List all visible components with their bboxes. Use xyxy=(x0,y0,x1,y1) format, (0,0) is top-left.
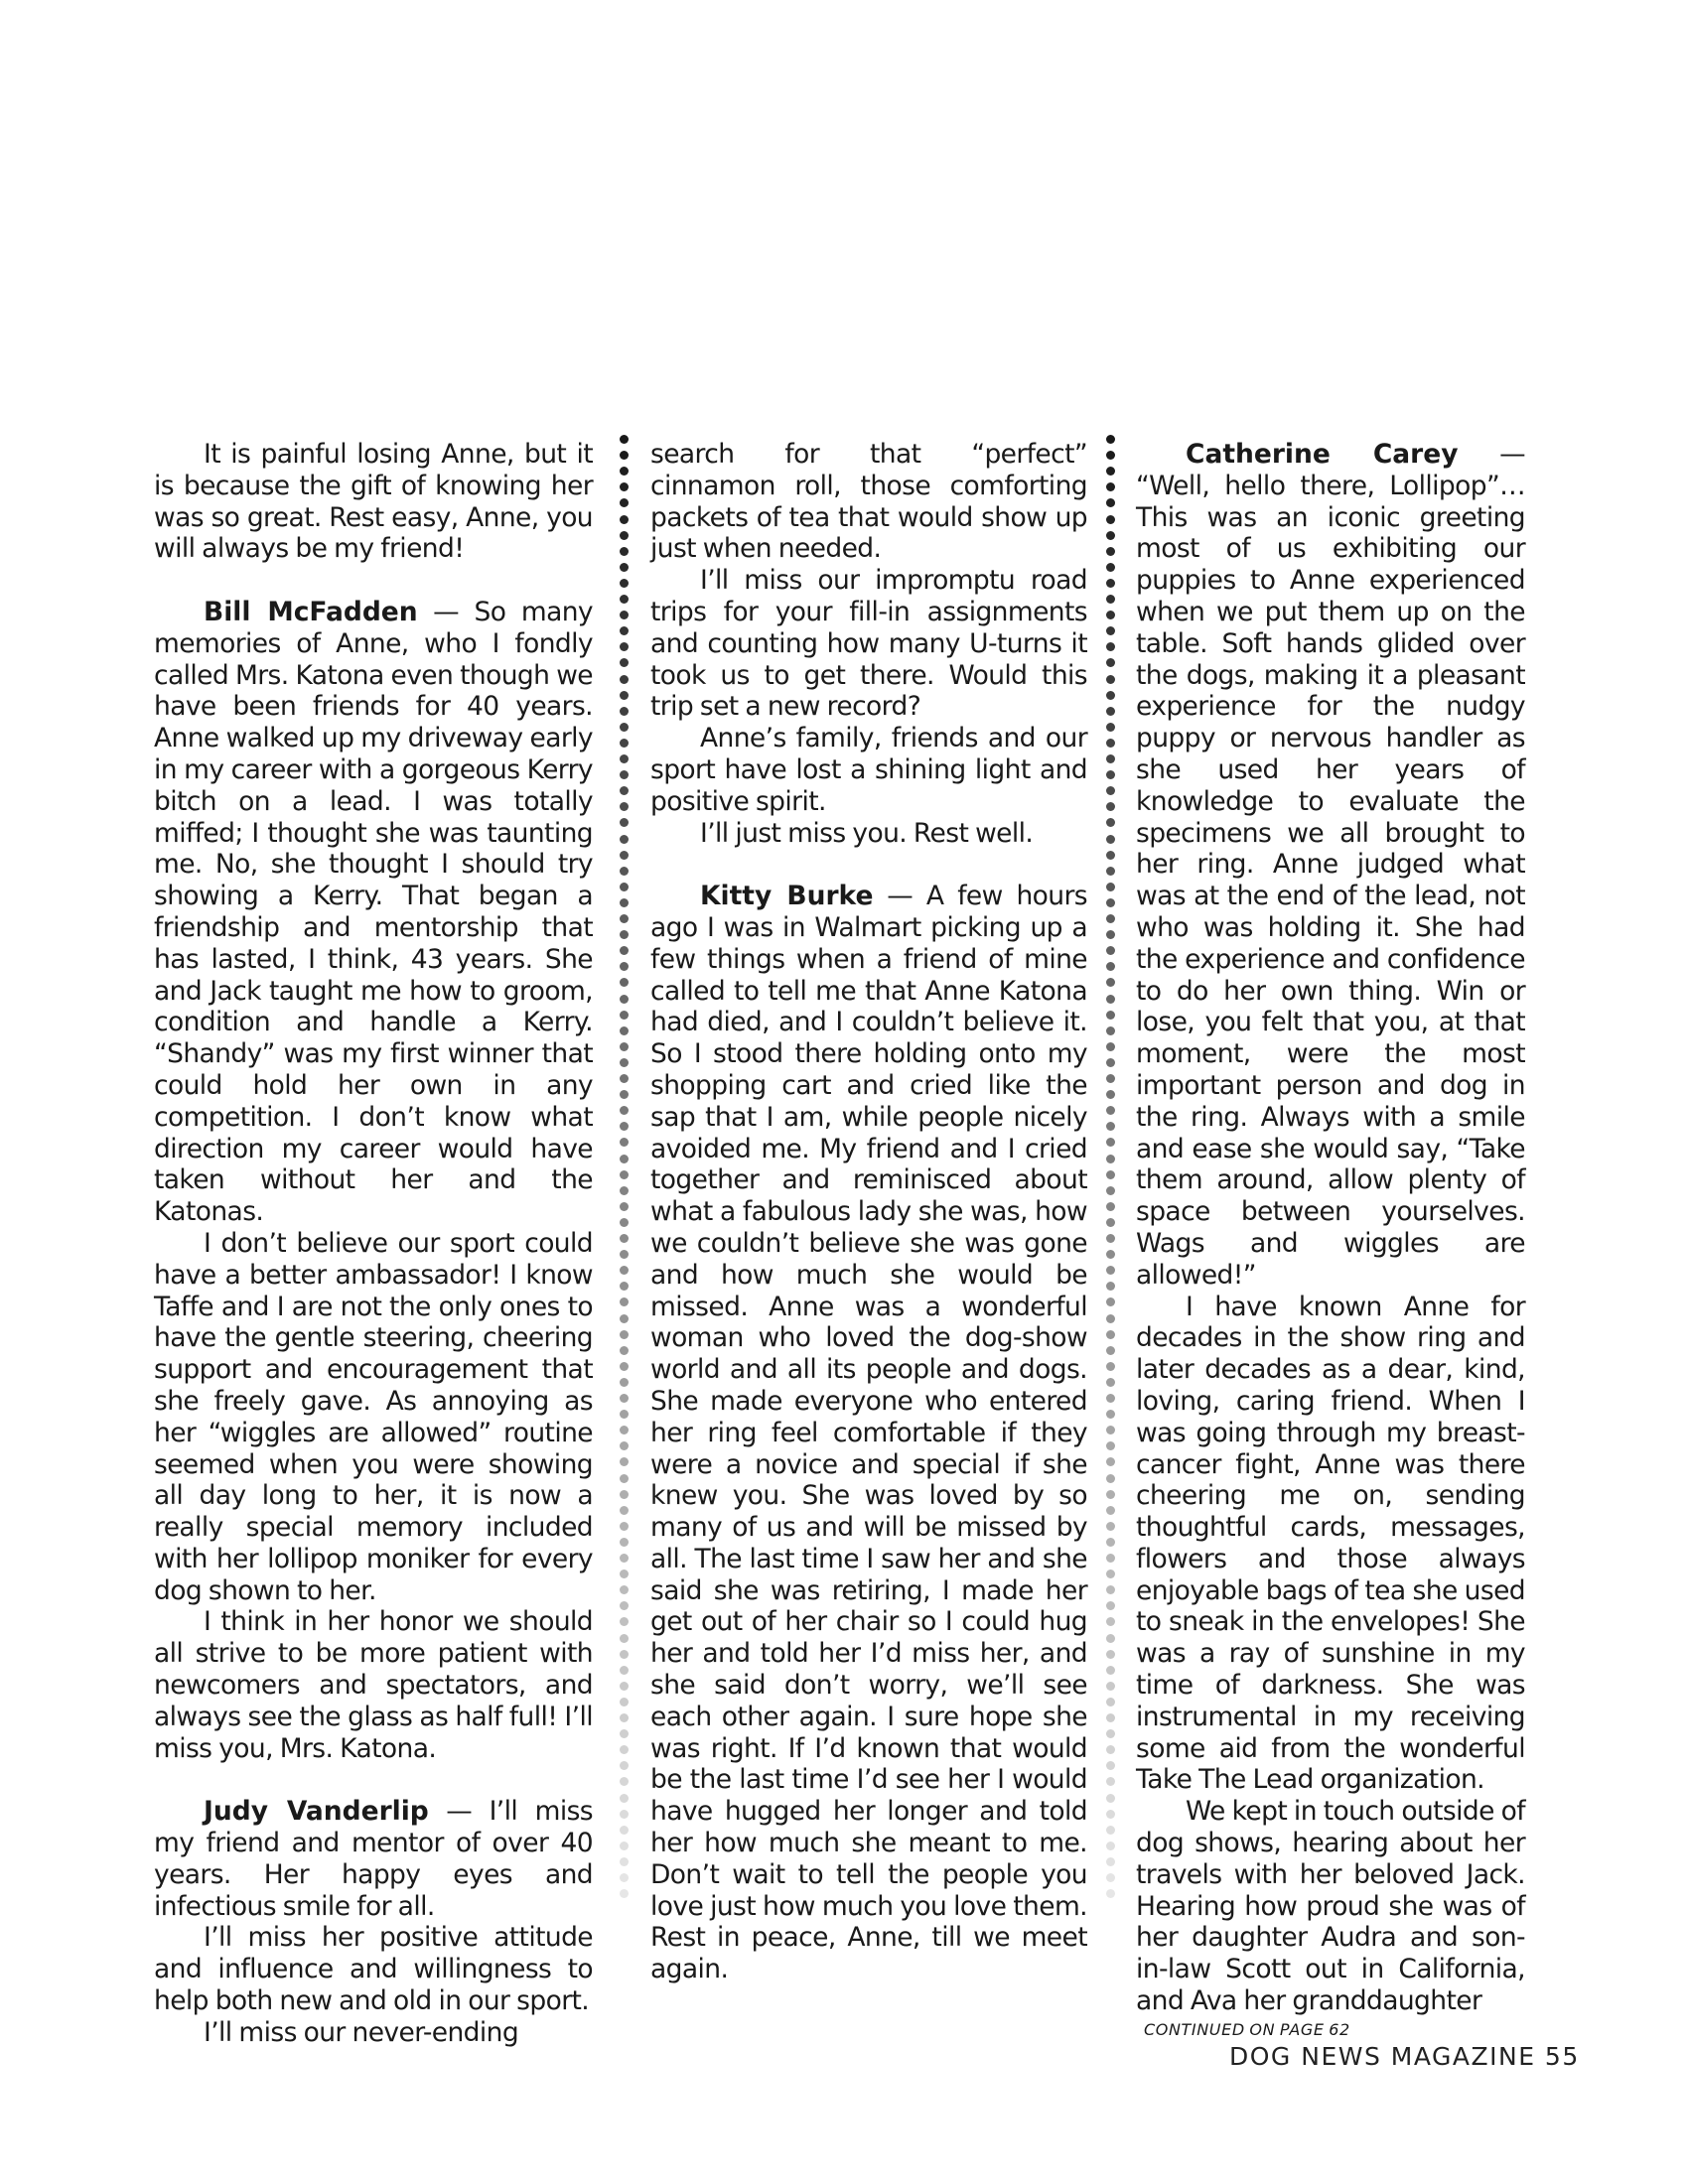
divider-dot xyxy=(1106,1250,1115,1259)
article-column-1 xyxy=(154,439,593,2049)
divider-dot xyxy=(1106,1138,1115,1147)
divider-dot xyxy=(620,883,629,891)
divider-dot xyxy=(1106,723,1115,732)
divider-dot xyxy=(620,1554,629,1563)
divider-dot xyxy=(620,1474,629,1483)
divider-dot xyxy=(1106,579,1115,588)
divider-dot xyxy=(1106,1026,1115,1035)
divider-dot xyxy=(620,802,629,811)
divider-dot xyxy=(1106,1457,1115,1466)
divider-dot xyxy=(620,467,629,476)
divider-dot xyxy=(1106,1234,1115,1243)
paragraph: I think in her honor we should all strive to be more patient with newcomers and spectators, and always see the glass as half full! I’ll miss you, Mrs. Katona. xyxy=(154,1606,593,1764)
divider-dot xyxy=(620,658,629,667)
divider-dot xyxy=(1106,1826,1115,1835)
divider-dot xyxy=(620,1138,629,1147)
divider-dot xyxy=(620,1506,629,1515)
divider-dot xyxy=(1106,1794,1115,1803)
paragraph: We kept in touch outside of dog shows, hearing about her travels with her beloved Jack. Hearing how proud she was of her daughter Audra and son-in-law Scott out in California, and Ava her granddaughter xyxy=(1136,1796,1525,2017)
divider-dot xyxy=(1106,1266,1115,1275)
divider-dot xyxy=(1106,930,1115,939)
divider-dot xyxy=(620,1074,629,1083)
divider-dot xyxy=(1106,1362,1115,1371)
divider-dot xyxy=(620,1122,629,1131)
divider-dot xyxy=(620,1634,629,1643)
divider-dot xyxy=(620,1058,629,1067)
divider-dot xyxy=(620,1682,629,1691)
divider-dot xyxy=(620,1346,629,1355)
divider-dot xyxy=(620,962,629,971)
author-name: Judy Vanderlip xyxy=(204,1796,429,1828)
divider-dot xyxy=(620,723,629,732)
divider-dot xyxy=(620,739,629,748)
divider-dot xyxy=(1106,1090,1115,1099)
divider-dot xyxy=(620,1585,629,1594)
divider-dot xyxy=(620,1330,629,1339)
divider-dot xyxy=(1106,914,1115,923)
divider-dot xyxy=(620,1713,629,1722)
divider-dot xyxy=(620,978,629,987)
divider-dot xyxy=(1106,547,1115,556)
paragraph: Anne’s family, friends and our sport have lost a shining light and positive spirit. xyxy=(650,723,1087,817)
divider-dot xyxy=(1106,435,1115,444)
divider-dot xyxy=(1106,754,1115,763)
divider-dot xyxy=(1106,1570,1115,1578)
divider-dot xyxy=(1106,1682,1115,1691)
divider-dot xyxy=(1106,1698,1115,1706)
divider-dot xyxy=(620,1522,629,1531)
paragraph-text: — So many memories of Anne, who I fondly called Mrs. Katona even though we have been friends for 40 years. Anne walked up my driveway early in my career with a gorgeous Kerry bitch on a lead. I was totally miffed; I thought she was taunting me. No, she thought I should try showing a Kerry. That began a friendship and mentorship that has lasted, I think, 43 years. She and Jack taught me how to groom, condition and handle a Kerry. “Shandy” was my first winner that could hold her own in any competition. I don’t know what direction my career would have taken without her and the Katonas. xyxy=(154,596,593,1228)
divider-dot xyxy=(620,642,629,651)
divider-dot xyxy=(620,498,629,507)
divider-dot xyxy=(1106,1170,1115,1179)
divider-dot xyxy=(1106,1474,1115,1483)
divider-dot xyxy=(1106,1218,1115,1227)
divider-dot xyxy=(1106,595,1115,604)
divider-dot xyxy=(620,1410,629,1419)
paragraph: I’ll just miss you. Rest well. xyxy=(700,817,1034,849)
divider-dot xyxy=(1106,962,1115,971)
divider-dot xyxy=(620,930,629,939)
divider-dot xyxy=(1106,1729,1115,1738)
divider-dot xyxy=(620,1394,629,1403)
divider-dot xyxy=(1106,515,1115,524)
paragraph: I’ll miss our impromptu road trips for your fill-in assignments and counting how many U-turns it took us to get there. Would this trip set a new record? xyxy=(650,565,1087,723)
tribute-bill-mcfadden xyxy=(154,597,593,1228)
paragraph-text: — A few hours ago I was in Walmart picking up a few things when a friend of mine called to tell me that Anne Katona had died, and I couldn’t believe it. So I stood there holding onto my shopping cart and cried like the sap that I am, while people nicely avoided me. My friend and I cried together and reminisced about what a fabulous lady she was, how we couldn’t believe she was gone and how much she would be missed. Anne was a wonderful woman who loved the dog-show world and all its people and dogs. She made everyone who entered her ring feel comfortable if they were a novice and special if she knew you. She was loved by so many of us and will be missed by all. The last time I saw her and she said she was retiring, I made her get out of her chair so I could hug her and told her I’d miss her, and she said don’t worry, we’ll see each other again. I sure hope she was right. If I’d known that would be the last time I’d see her I would have hugged her longer and told her how much she meant to me. Don’t wait to tell the people you love just how much you love them. Rest in peace, Anne, till we meet again. xyxy=(650,881,1087,1985)
divider-dot xyxy=(1106,1074,1115,1083)
divider-dot xyxy=(1106,1058,1115,1067)
divider-dot xyxy=(1106,1314,1115,1323)
divider-dot xyxy=(1106,1042,1115,1051)
divider-dot xyxy=(1106,1106,1115,1115)
divider-dot xyxy=(620,1011,629,1020)
divider-dot xyxy=(620,547,629,556)
divider-dot xyxy=(620,1042,629,1051)
divider-dot xyxy=(1106,995,1115,1004)
divider-dot xyxy=(1106,1394,1115,1403)
divider-dot xyxy=(1106,1857,1115,1866)
divider-dot xyxy=(1106,1601,1115,1610)
divider-dot xyxy=(1106,498,1115,507)
divider-dot xyxy=(1106,1713,1115,1722)
divider-dot xyxy=(620,595,629,604)
divider-dot xyxy=(1106,1346,1115,1355)
divider-dot xyxy=(1106,1155,1115,1163)
divider-dot xyxy=(1106,1297,1115,1306)
divider-dot xyxy=(620,1810,629,1819)
continued-note: CONTINUED ON PAGE 62 xyxy=(1144,2019,1350,2039)
divider-dot xyxy=(620,1650,629,1659)
divider-dot xyxy=(1106,1634,1115,1643)
divider-dot xyxy=(620,995,629,1004)
divider-dot xyxy=(620,1698,629,1706)
page-footer: DOG NEWS MAGAZINE 55 xyxy=(1229,2042,1580,2071)
divider-dot xyxy=(1106,802,1115,811)
divider-dot xyxy=(1106,1490,1115,1499)
tribute-catherine-carey xyxy=(1136,439,1525,1292)
divider-dot xyxy=(620,1314,629,1323)
divider-dot xyxy=(1106,1538,1115,1547)
divider-dot xyxy=(620,1202,629,1211)
divider-dot xyxy=(1106,786,1115,795)
divider-dot xyxy=(1106,1282,1115,1291)
divider-dot xyxy=(1106,675,1115,684)
divider-dot xyxy=(1106,835,1115,844)
author-name: Kitty Burke xyxy=(700,881,874,912)
divider-dot xyxy=(620,1297,629,1306)
divider-dot xyxy=(1106,1666,1115,1675)
dotted-column-divider xyxy=(619,435,631,1916)
divider-dot xyxy=(1106,1745,1115,1754)
divider-dot xyxy=(1106,642,1115,651)
divider-dot xyxy=(620,482,629,491)
divider-dot xyxy=(620,1218,629,1227)
divider-dot xyxy=(620,563,629,572)
divider-dot xyxy=(620,1250,629,1259)
divider-dot xyxy=(620,451,629,460)
divider-dot xyxy=(1106,1522,1115,1531)
divider-dot xyxy=(620,1441,629,1450)
divider-dot xyxy=(620,1426,629,1434)
divider-dot xyxy=(620,1570,629,1578)
divider-dot xyxy=(1106,1617,1115,1626)
divider-dot xyxy=(620,1266,629,1275)
divider-dot xyxy=(1106,1810,1115,1819)
divider-dot xyxy=(620,786,629,795)
divider-dot xyxy=(1106,611,1115,619)
article-column-3 xyxy=(1136,439,1525,2041)
divider-dot xyxy=(620,579,629,588)
paragraph: I’ll miss her positive attitude and influence and willingness to help both new and old in our sport. xyxy=(154,1922,593,2017)
divider-dot xyxy=(620,515,629,524)
divider-dot xyxy=(620,1889,629,1898)
divider-dot xyxy=(1106,1889,1115,1898)
divider-dot xyxy=(1106,1426,1115,1434)
divider-dot xyxy=(620,1729,629,1738)
paragraph-text: — “Well, hello there, Lollipop”… This was an iconic greeting most of us exhibiting our puppies to Anne experienced when we put them up on the table. Soft hands glided over the dogs, making it a pleasant experience for the nudgy puppy or nervous handler as she used her years of knowledge to evaluate the specimens we all brought to her ring. Anne judged what was at the end of the lead, not who was holding it. She had the experience and confidence to do her own thing. Win or lose, you felt that you, at that moment, were the most important person and dog in the ring. Always with a smile and ease she would say, “Take them around, allow plenty of space between yourselves. Wags and wiggles are allowed!” xyxy=(1136,439,1525,1291)
divider-dot xyxy=(620,1794,629,1803)
divider-dot xyxy=(1106,1777,1115,1786)
divider-dot xyxy=(620,1826,629,1835)
paragraph: I don’t believe our sport could have a better ambassador! I know Taffe and I are not the only ones to have the gentle steering, cheering support and encouragement that she freely gave. As annoying as her “wiggles are allowed” routine seemed when you were showing all day long to her, it is now a really special memory included with her lollipop moniker for every dog shown to her. xyxy=(154,1227,593,1606)
divider-dot xyxy=(620,675,629,684)
divider-dot xyxy=(620,1090,629,1099)
paragraph: It is painful losing Anne, but it is because the gift of knowing her was so great. Rest easy, Anne, you will always be my friend! xyxy=(154,439,593,565)
divider-dot xyxy=(620,1457,629,1466)
divider-dot xyxy=(1106,1842,1115,1850)
tribute-kitty-burke xyxy=(650,881,1087,1985)
divider-dot xyxy=(620,1234,629,1243)
divider-dot xyxy=(620,1873,629,1882)
divider-dot xyxy=(620,818,629,827)
paragraph: I’ll miss our never-ending xyxy=(204,2016,519,2048)
tribute-judy-vanderlip xyxy=(154,1796,593,1922)
dotted-column-divider xyxy=(1105,435,1117,1916)
author-name: Catherine Carey xyxy=(1186,439,1459,470)
divider-dot xyxy=(620,611,629,619)
divider-dot xyxy=(1106,451,1115,460)
divider-dot xyxy=(620,626,629,635)
divider-dot xyxy=(620,770,629,779)
divider-dot xyxy=(1106,1441,1115,1450)
divider-dot xyxy=(620,1106,629,1115)
divider-dot xyxy=(620,1842,629,1850)
divider-dot xyxy=(620,1601,629,1610)
divider-dot xyxy=(1106,818,1115,827)
divider-dot xyxy=(620,1362,629,1371)
divider-dot xyxy=(1106,707,1115,716)
divider-dot xyxy=(1106,467,1115,476)
divider-dot xyxy=(1106,1186,1115,1195)
divider-dot xyxy=(620,754,629,763)
divider-dot xyxy=(620,1282,629,1291)
divider-dot xyxy=(620,1538,629,1547)
divider-dot xyxy=(1106,883,1115,891)
divider-dot xyxy=(620,691,629,700)
divider-dot xyxy=(620,1777,629,1786)
divider-dot xyxy=(1106,770,1115,779)
divider-dot xyxy=(1106,1650,1115,1659)
divider-dot xyxy=(1106,1761,1115,1770)
divider-dot xyxy=(620,898,629,907)
divider-dot xyxy=(620,946,629,955)
divider-dot xyxy=(620,851,629,860)
divider-dot xyxy=(1106,978,1115,987)
divider-dot xyxy=(1106,946,1115,955)
divider-dot xyxy=(620,835,629,844)
divider-dot xyxy=(1106,1554,1115,1563)
divider-dot xyxy=(1106,691,1115,700)
divider-dot xyxy=(1106,531,1115,540)
divider-dot xyxy=(620,1490,629,1499)
divider-dot xyxy=(1106,1506,1115,1515)
divider-dot xyxy=(620,1857,629,1866)
divider-dot xyxy=(1106,626,1115,635)
author-name: Bill McFadden xyxy=(204,596,418,627)
divider-dot xyxy=(1106,1585,1115,1594)
divider-dot xyxy=(620,1155,629,1163)
divider-dot xyxy=(1106,1122,1115,1131)
divider-dot xyxy=(620,1170,629,1179)
divider-dot xyxy=(1106,1873,1115,1882)
divider-dot xyxy=(620,1026,629,1035)
paragraph-text: — I’ll miss my friend and mentor of over 40 years. Her happy eyes and infectious smile for all. xyxy=(154,1796,593,1922)
paragraph: search for that “perfect” cinnamon roll, those comforting packets of tea that would show up just when needed. xyxy=(650,439,1087,565)
divider-dot xyxy=(1106,658,1115,667)
divider-dot xyxy=(1106,1410,1115,1419)
divider-dot xyxy=(1106,739,1115,748)
divider-dot xyxy=(620,1761,629,1770)
divider-dot xyxy=(620,914,629,923)
divider-dot xyxy=(620,1617,629,1626)
divider-dot xyxy=(1106,482,1115,491)
divider-dot xyxy=(620,1745,629,1754)
divider-dot xyxy=(620,867,629,876)
divider-dot xyxy=(1106,1202,1115,1211)
divider-dot xyxy=(620,531,629,540)
divider-dot xyxy=(1106,1378,1115,1387)
divider-dot xyxy=(1106,1330,1115,1339)
divider-dot xyxy=(1106,867,1115,876)
article-column-2 xyxy=(650,439,1087,1985)
divider-dot xyxy=(620,1186,629,1195)
divider-dot xyxy=(620,435,629,444)
divider-dot xyxy=(620,1378,629,1387)
divider-dot xyxy=(1106,851,1115,860)
paragraph: I have known Anne for decades in the show ring and later decades as a dear, kind, loving, caring friend. When I was going through my breast-cancer fight, Anne was there cheering me on, sending thoughtful cards, messages, flowers and those always enjoyable bags of tea she used to sneak in the envelopes! She was a ray of sunshine in my time of darkness. She was instrumental in my receiving some aid from the wonderful Take The Lead organization. xyxy=(1136,1291,1525,1796)
divider-dot xyxy=(1106,898,1115,907)
divider-dot xyxy=(1106,563,1115,572)
divider-dot xyxy=(620,707,629,716)
divider-dot xyxy=(620,1666,629,1675)
divider-dot xyxy=(1106,1011,1115,1020)
